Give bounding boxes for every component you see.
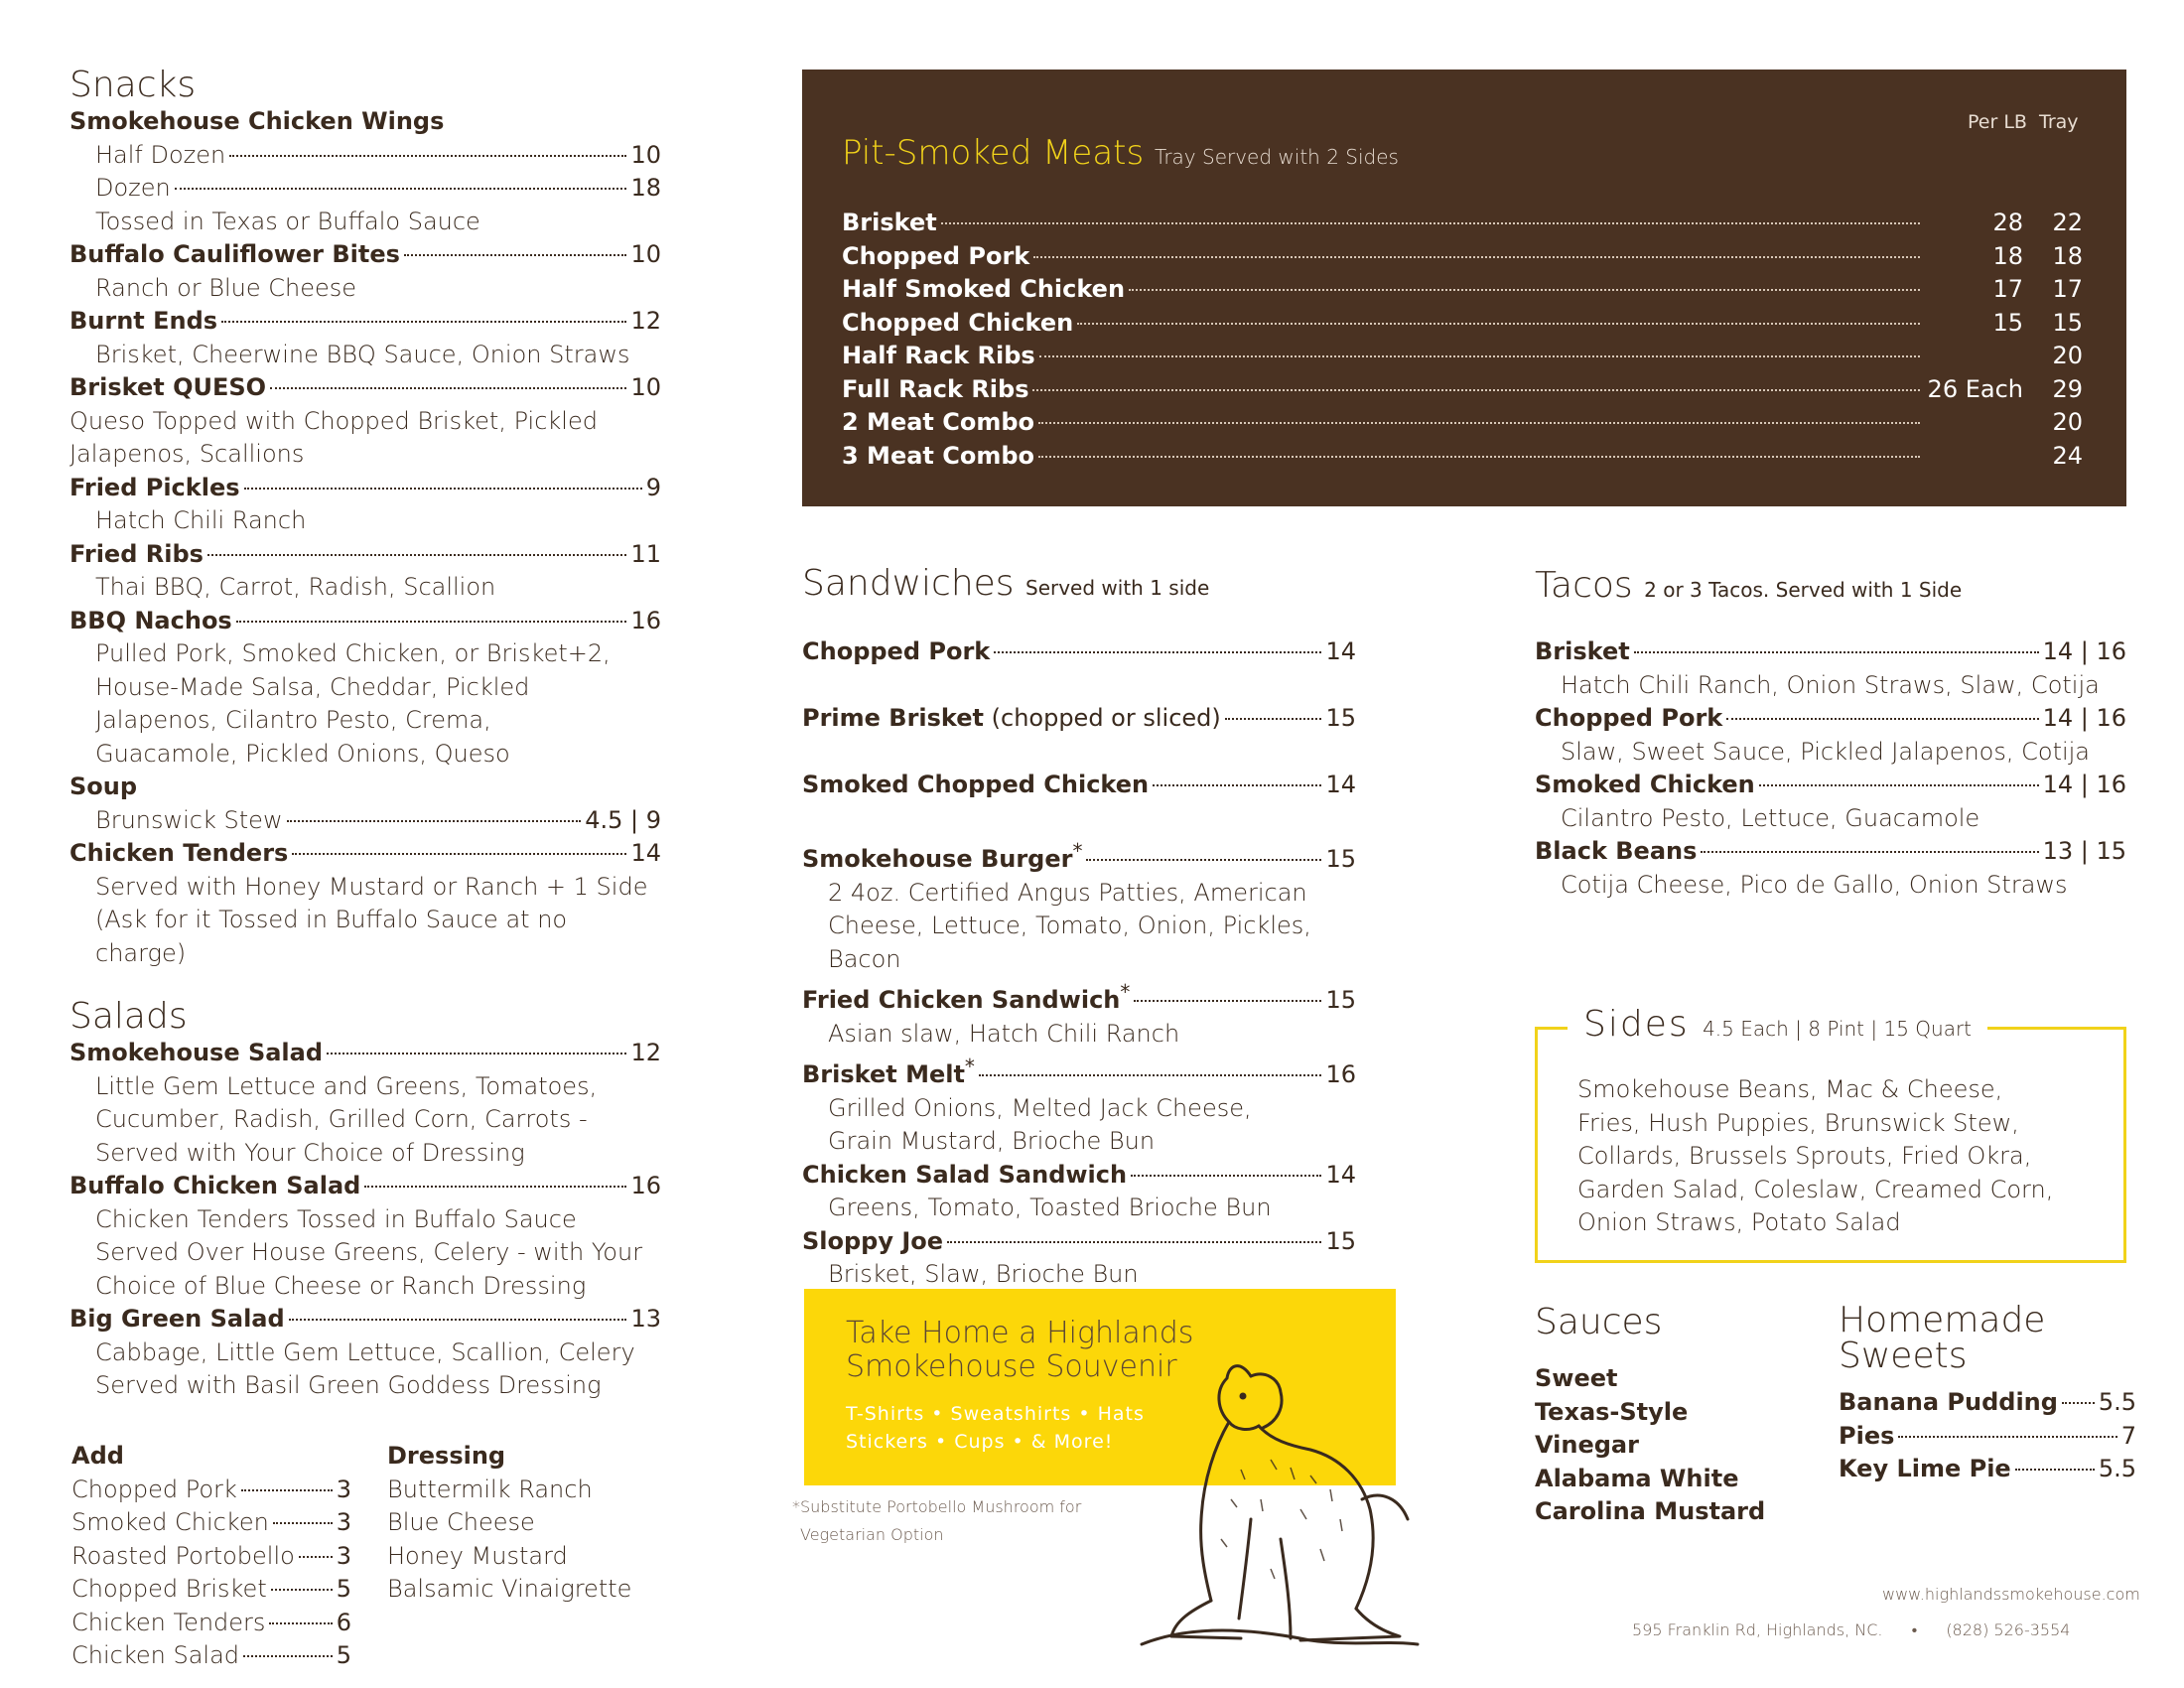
item-price: 12 [630, 307, 661, 335]
dressing-item: Blue Cheese [387, 1508, 535, 1536]
sides-heading [1568, 1004, 1987, 1045]
add-item-name: Chopped Brisket [71, 1575, 267, 1603]
sweet-name: Banana Pudding [1839, 1388, 2058, 1416]
sides-subtitle: 4.5 Each | 8 Pint | 15 Quart [1703, 1017, 1973, 1041]
item-name: Smoked Chopped Chicken [802, 771, 1150, 798]
item-name: Fried Chicken Sandwich* [802, 980, 1131, 1014]
footnote [792, 1493, 1081, 1549]
sides-line: Collards, Brussels Sprouts, Fried Okra, [1577, 1142, 2032, 1170]
leader-dots [289, 1319, 627, 1321]
tacos-subtitle: 2 or 3 Tacos. Served with 1 Side [1644, 578, 1963, 602]
item-name: Brisket [1535, 637, 1630, 665]
menu-item-row [802, 1159, 1356, 1193]
add-item-price: 3 [336, 1475, 351, 1503]
snacks-list [69, 105, 661, 970]
item-description: Brisket, Slaw, Brioche Bun [828, 1260, 1139, 1288]
bear-illustration [1132, 1350, 1420, 1648]
meat-price-per-lb: 15 [1992, 308, 2023, 337]
leader-dots [1077, 323, 1920, 325]
item-price: 14 | 16 [2042, 704, 2126, 732]
menu-item-row [69, 1170, 661, 1203]
add-item-price: 3 [336, 1541, 351, 1570]
leader-dots [269, 1622, 332, 1624]
item-description: Grilled Onions, Melted Jack Cheese, [828, 1093, 1252, 1122]
leader-dots [292, 853, 626, 855]
meat-name: Half Smoked Chicken [842, 275, 1126, 303]
sweet-name: Key Lime Pie [1839, 1455, 2011, 1482]
leader-dots [1032, 389, 1920, 391]
item-name: Soup [69, 773, 138, 800]
salads-list [69, 1037, 661, 1403]
tacos-heading [1535, 566, 2126, 610]
item-price: 16 [630, 606, 661, 634]
sandwiches-title: Sandwiches [802, 563, 1015, 604]
meat-price-per-lb: 28 [1992, 209, 2023, 236]
meats-title-text: Pit-Smoked Meats [842, 133, 1145, 173]
meat-row [842, 240, 2083, 274]
dressing-title: Dressing [387, 1442, 506, 1470]
item-price: 15 [1325, 1226, 1356, 1255]
item-description: Greens, Tomato, Toasted Brioche Bun [828, 1194, 1272, 1221]
item-description: Little Gem Lettuce and Greens, Tomatoes, [95, 1071, 598, 1100]
sweets-list [1839, 1386, 2136, 1486]
contact-bullet: • [1911, 1620, 1918, 1639]
item-description: Bacon [828, 944, 901, 973]
item-name: Burnt Ends [69, 307, 218, 335]
sandwiches-list [802, 635, 1356, 1292]
leader-dots [2015, 1469, 2095, 1471]
item-name: Smokehouse Chicken Wings [69, 107, 445, 135]
item-name: Chopped Pork [802, 637, 991, 665]
item-name: Dozen [95, 174, 171, 202]
leader-dots [979, 1074, 1322, 1076]
sandwiches-heading [802, 564, 1356, 608]
item-name: Chicken Tenders [69, 839, 289, 867]
leader-dots [1701, 851, 2038, 853]
meat-row [842, 207, 2083, 240]
item-name: BBQ Nachos [69, 606, 232, 634]
item-name: Chopped Pork [1535, 704, 1723, 732]
footnote-line2: Vegetarian Option [800, 1525, 944, 1544]
leader-dots [1634, 651, 2039, 653]
item-price: 10 [630, 373, 661, 401]
sandwiches-section [802, 564, 1356, 1292]
item-price: 13 [630, 1305, 661, 1333]
address: 595 Franklin Rd, Highlands, NC. [1632, 1620, 1883, 1639]
item-description: Served with Basil Green Goddess Dressing [95, 1371, 602, 1399]
item-name: Buffalo Cauliflower Bites [69, 240, 400, 268]
sauce-item: Sweet [1535, 1364, 1618, 1392]
per-lb-header: Per LB [1968, 111, 2027, 133]
menu-item-row [802, 1225, 1356, 1259]
item-description: Cabbage, Little Gem Lettuce, Scallion, Celery [95, 1337, 635, 1366]
menu-item-row [802, 1051, 1356, 1092]
menu-item-row [1535, 702, 2126, 736]
item-description: Choice of Blue Cheese or Ranch Dressing [95, 1271, 587, 1300]
item-price: 15 [1325, 986, 1356, 1014]
item-price: 13 | 15 [2042, 837, 2126, 865]
meat-name: Chopped Chicken [842, 308, 1074, 337]
leader-dots [2062, 1402, 2095, 1404]
souvenir-items-line2: Stickers • Cups • & More! [846, 1431, 1114, 1453]
leader-dots [241, 1489, 333, 1491]
item-price: 14 | 16 [2042, 637, 2126, 665]
item-description: Served Over House Greens, Celery - with Your [95, 1238, 643, 1266]
sweet-price: 7 [2120, 1421, 2136, 1450]
leader-dots [1726, 718, 2038, 720]
item-description: Served with Honey Mustard or Ranch + 1 Side [95, 872, 648, 901]
sweets-section [1839, 1300, 2136, 1486]
menu-item-row [1535, 835, 2126, 869]
pit-smoked-meats-panel [802, 70, 2126, 506]
website[interactable]: www.highlandssmokehouse.com [1882, 1585, 2140, 1604]
dressing-item: Balsamic Vinaigrette [387, 1575, 632, 1603]
leader-dots [1039, 355, 1920, 357]
item-description: Hatch Chili Ranch, Onion Straws, Slaw, Cotija [1561, 670, 2100, 699]
item-price: 14 [1325, 771, 1356, 798]
item-price: 10 [630, 140, 661, 169]
item-description: Queso Topped with Chopped Brisket, Pickled [69, 406, 598, 435]
souvenir-items-line1: T-Shirts • Sweatshirts • Hats [846, 1403, 1145, 1425]
item-description: Grain Mustard, Brioche Bun [828, 1127, 1156, 1155]
item-name: Smokehouse Salad [69, 1039, 324, 1066]
item-description: Jalapenos, Scallions [69, 440, 305, 468]
item-description: (Ask for it Tossed in Buffalo Sauce at no charge) [95, 906, 568, 967]
item-name: Smokehouse Burger* [802, 839, 1083, 873]
item-price: 9 [645, 473, 661, 501]
add-item-row [71, 1506, 351, 1540]
leader-dots [364, 1186, 626, 1188]
sweet-row [1839, 1386, 2136, 1420]
sides-title: Sides [1583, 1004, 1690, 1045]
leader-dots [244, 488, 642, 490]
salads-title: Salads [69, 996, 188, 1037]
menu-item-row [69, 837, 661, 871]
snacks-section [69, 66, 661, 970]
sides-line: Fries, Hush Puppies, Brunswick Stew, [1577, 1108, 2019, 1137]
item-name: Big Green Salad [69, 1305, 285, 1333]
menu-item-row [802, 702, 1356, 736]
meat-row [842, 340, 2083, 373]
item-star: * [1120, 980, 1131, 1004]
meat-price-tray: 18 [2052, 241, 2083, 270]
meats-subtitle: Tray Served with 2 Sides [1155, 145, 1399, 169]
salads-section [69, 997, 661, 1403]
item-description: Slaw, Sweet Sauce, Pickled Jalapenos, Cotija [1561, 737, 2091, 766]
menu-item-row [69, 1303, 661, 1336]
sauces-list [1535, 1362, 1793, 1529]
contact-line [1632, 1620, 2070, 1640]
item-name: Buffalo Chicken Salad [69, 1172, 361, 1199]
leader-dots [947, 1241, 1321, 1243]
item-description: Chicken Tenders Tossed in Buffalo Sauce [95, 1204, 577, 1233]
leader-dots [404, 254, 627, 256]
phone: (828) 526-3554 [1946, 1620, 2071, 1639]
spacer [802, 669, 1356, 703]
leader-dots [236, 621, 627, 623]
add-item-row [71, 1573, 351, 1607]
item-name: Fried Pickles [69, 473, 240, 501]
add-list [71, 1474, 351, 1673]
menu-item-row [69, 804, 661, 838]
menu-item-row [69, 305, 661, 339]
meats-title [842, 133, 1399, 173]
item-description: Ranch or Blue Cheese [95, 273, 357, 302]
item-price: 14 | 16 [2042, 771, 2126, 798]
menu-item-row [69, 139, 661, 173]
item-star: * [964, 1055, 975, 1078]
add-item-price: 3 [336, 1508, 351, 1536]
sweet-row [1839, 1453, 2136, 1486]
item-name: Brisket QUESO [69, 373, 267, 401]
leader-dots [1129, 289, 1920, 291]
add-item-name: Chopped Pork [71, 1475, 237, 1503]
leader-dots [221, 321, 626, 323]
add-item-name: Roasted Portobello [71, 1541, 295, 1570]
dressing-item: Buttermilk Ranch [387, 1475, 593, 1503]
meat-row [842, 373, 2083, 407]
leader-dots [1131, 1175, 1321, 1177]
tray-header: Tray [2039, 111, 2079, 133]
add-item-price: 5 [336, 1575, 351, 1603]
leader-dots [1038, 456, 1920, 458]
tacos-section [1535, 566, 2126, 902]
item-description: Jalapenos, Cilantro Pesto, Crema, [95, 706, 491, 734]
leader-dots [994, 651, 1321, 653]
item-description: Brisket, Cheerwine BBQ Sauce, Onion Straws [95, 340, 630, 368]
sweets-title-line1: Homemade [1839, 1300, 2046, 1340]
sides-line: Smokehouse Beans, Mac & Cheese, [1577, 1075, 2003, 1103]
menu-item-row [69, 472, 661, 505]
meat-price-tray: 20 [2052, 342, 2083, 369]
menu-item-row [802, 976, 1356, 1018]
spacer [802, 802, 1356, 836]
item-description: Hatch Chili Ranch [95, 506, 307, 534]
leader-dots [1033, 256, 1920, 258]
sides-list [1577, 1073, 2114, 1240]
leader-dots [207, 554, 627, 556]
item-price: 18 [630, 174, 661, 202]
leader-dots [229, 155, 626, 157]
meat-row [842, 440, 2083, 474]
item-name: Half Dozen [95, 140, 226, 169]
leader-dots [1898, 1436, 2116, 1438]
menu-item-row [69, 1037, 661, 1070]
item-description: Thai BBQ, Carrot, Radish, Scallion [95, 573, 496, 601]
item-name: Sloppy Joe [802, 1226, 944, 1255]
sauce-item: Alabama White [1535, 1464, 1739, 1492]
meat-name: Chopped Pork [842, 241, 1030, 270]
menu-item-row [802, 635, 1356, 669]
menu-item-row [69, 538, 661, 572]
sauce-item: Texas-Style [1535, 1397, 1689, 1426]
meat-price-tray: 20 [2052, 408, 2083, 436]
souvenir-line1: Take Home a Highlands [846, 1316, 1194, 1350]
item-star: * [1072, 839, 1083, 863]
item-name: Brisket Melt* [802, 1055, 975, 1088]
menu-item-row [1535, 769, 2126, 802]
meat-name: 2 Meat Combo [842, 408, 1035, 436]
item-description: 2 4oz. Certified Angus Patties, American [828, 878, 1307, 907]
item-name: Smoked Chicken [1535, 771, 1755, 798]
menu-item-row [69, 172, 661, 206]
sauces-title: Sauces [1535, 1302, 1663, 1342]
menu-item-row [1535, 635, 2126, 669]
add-item-row [71, 1540, 351, 1574]
item-price: 4.5 | 9 [585, 805, 661, 834]
leader-dots [287, 820, 582, 822]
add-item-row [71, 1474, 351, 1507]
menu-item-row [802, 835, 1356, 877]
sides-line: Onion Straws, Potato Salad [1577, 1208, 1901, 1236]
dressing-list [387, 1474, 675, 1607]
item-name: Chicken Salad Sandwich [802, 1160, 1128, 1189]
item-price: 16 [1325, 1060, 1356, 1088]
souvenir-items [846, 1400, 1145, 1456]
dressing-item: Honey Mustard [387, 1541, 568, 1570]
sides-line: Garden Salad, Coleslaw, Creamed Corn, [1577, 1175, 2054, 1203]
meat-row [842, 307, 2083, 341]
item-description: House-Made Salsa, Cheddar, Pickled [95, 672, 530, 701]
item-description: Cilantro Pesto, Lettuce, Guacamole [1561, 803, 1980, 832]
sandwiches-subtitle: Served with 1 side [1025, 576, 1210, 600]
sweet-name: Pies [1839, 1421, 1895, 1450]
item-price: 14 [630, 839, 661, 867]
leader-dots [327, 1053, 626, 1055]
item-description: Cheese, Lettuce, Tomato, Onion, Pickles, [828, 912, 1311, 939]
sweet-price: 5.5 [2098, 1455, 2136, 1482]
sweets-heading [1839, 1300, 2136, 1376]
menu-item-row [802, 769, 1356, 802]
sweets-title-line2: Sweets [1839, 1336, 1968, 1376]
item-description: Cucumber, Radish, Grilled Corn, Carrots - [95, 1105, 588, 1133]
add-item-name: Chicken Salad [71, 1641, 240, 1669]
leader-dots [175, 188, 627, 190]
meat-price-per-lb: 26 Each [1927, 374, 2023, 403]
leader-dots [1134, 1000, 1321, 1002]
add-item-price: 5 [336, 1641, 351, 1669]
menu-item-row [69, 771, 661, 804]
leader-dots [1225, 718, 1322, 720]
meat-name: Half Rack Ribs [842, 342, 1035, 369]
sweet-price: 5.5 [2098, 1388, 2136, 1416]
meat-price-tray: 29 [2052, 374, 2083, 403]
item-price: 12 [630, 1039, 661, 1066]
leader-dots [270, 387, 626, 389]
leader-dots [1759, 784, 2039, 786]
tacos-title: Tacos [1535, 565, 1633, 606]
meat-name: Full Rack Ribs [842, 374, 1029, 403]
sauces-section [1535, 1303, 1793, 1529]
meat-price-per-lb: 17 [1992, 275, 2023, 303]
leader-dots [1153, 784, 1321, 786]
snacks-title: Snacks [69, 65, 197, 105]
sauce-item: Carolina Mustard [1535, 1497, 1766, 1525]
sides-panel [1535, 1004, 2126, 1263]
item-description: Cotija Cheese, Pico de Gallo, Onion Straws [1561, 870, 2068, 899]
item-note: (chopped or sliced) [984, 704, 1221, 732]
leader-dots [941, 222, 1920, 224]
leader-dots [299, 1556, 333, 1558]
sweet-row [1839, 1420, 2136, 1454]
dressing-section [387, 1440, 675, 1607]
item-price: 15 [1325, 704, 1356, 732]
menu-item-row [69, 105, 661, 139]
meat-name: 3 Meat Combo [842, 441, 1035, 470]
menu-item-row [69, 371, 661, 405]
meat-price-per-lb: 18 [1992, 241, 2023, 270]
sauce-item: Vinegar [1535, 1431, 1639, 1459]
meat-row [842, 273, 2083, 307]
item-price: 11 [630, 539, 661, 568]
add-item-row [71, 1639, 351, 1673]
meats-list [842, 207, 2083, 473]
item-name: Fried Ribs [69, 539, 204, 568]
spacer [802, 736, 1356, 770]
add-title: Add [71, 1442, 124, 1470]
item-price: 10 [630, 240, 661, 268]
menu-item-row [69, 605, 661, 638]
item-price: 14 [1325, 637, 1356, 665]
add-item-name: Smoked Chicken [71, 1508, 269, 1536]
item-name: Prime Brisket (chopped or sliced) [802, 704, 1221, 732]
meat-row [842, 406, 2083, 440]
leader-dots [271, 1589, 333, 1591]
item-description: Pulled Pork, Smoked Chicken, or Brisket+2, [95, 639, 611, 667]
leader-dots [1086, 859, 1321, 861]
item-description: Guacamole, Pickled Onions, Queso [95, 739, 510, 768]
item-price: 16 [630, 1172, 661, 1199]
add-item-price: 6 [336, 1608, 351, 1636]
meat-price-tray: 24 [2052, 441, 2083, 470]
leader-dots [273, 1522, 333, 1524]
add-item-row [71, 1607, 351, 1640]
meat-price-tray: 22 [2052, 209, 2083, 236]
item-price: 15 [1325, 845, 1356, 873]
item-description: Tossed in Texas or Buffalo Sauce [95, 207, 480, 235]
add-section [71, 1440, 351, 1673]
meat-name: Brisket [842, 209, 937, 236]
menu-item-row [69, 238, 661, 272]
item-name: Black Beans [1535, 837, 1698, 865]
add-item-name: Chicken Tenders [71, 1608, 266, 1636]
meat-price-tray: 17 [2052, 275, 2083, 303]
item-name: Brunswick Stew [95, 805, 283, 834]
item-description: Served with Your Choice of Dressing [95, 1138, 525, 1167]
leader-dots [243, 1655, 333, 1657]
tacos-list [1535, 635, 2126, 902]
souvenir-line2: Smokehouse Souvenir [846, 1349, 1177, 1384]
leader-dots [1038, 422, 1920, 424]
item-description: Asian slaw, Hatch Chili Ranch [828, 1019, 1180, 1048]
footnote-line1: *Substitute Portobello Mushroom for [792, 1497, 1082, 1516]
meat-price-tray: 15 [2052, 308, 2083, 337]
item-price: 14 [1325, 1160, 1356, 1189]
